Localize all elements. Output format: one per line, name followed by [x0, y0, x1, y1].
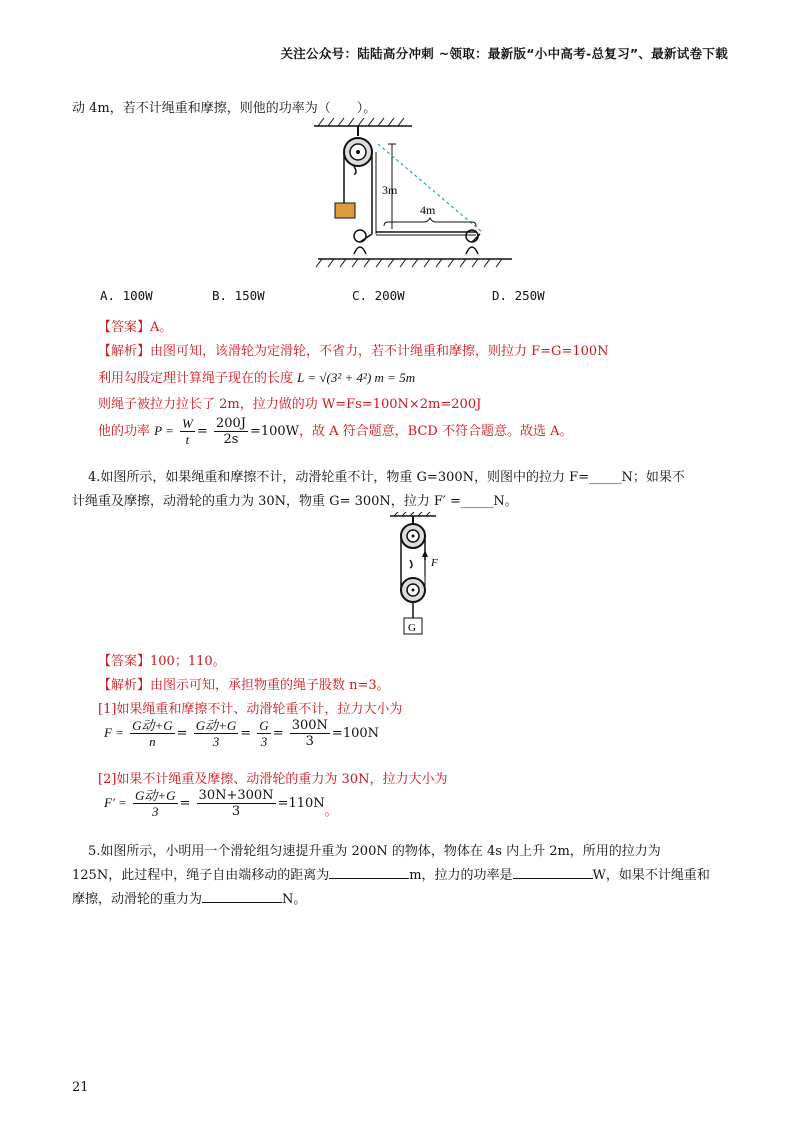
q4-analysis-1: 【解析】由图示可知，承担物重的绳子股数 n=3。	[98, 678, 390, 693]
fraction-w-t: $\frac{W}{t}$	[182, 416, 193, 447]
q4-equation-2: F′ = $\frac{\text{G动+G}}{3}$ = $\frac{30N+300N}{3}$ =110N。	[104, 788, 338, 819]
q3-option-d[interactable]: D. 250W	[492, 288, 545, 303]
q3-options	[100, 288, 545, 303]
q3-option-b[interactable]: B. 150W	[212, 288, 265, 303]
q4-stem-line2: 计绳重及摩擦，动滑轮的重力为 30N，物重 G= 300N，拉力 F′ =_____N。	[72, 494, 518, 509]
answer-tag: 【答案】	[98, 654, 151, 669]
label-4m: 4m	[420, 203, 436, 217]
q3-answer: 【答案】A。	[98, 320, 173, 335]
q4-answer: 【答案】100；110。	[98, 654, 226, 669]
q4-analysis-3: [2]如果不计绳重及摩擦、动滑轮的重力为 30N，拉力大小为	[98, 772, 448, 787]
person-left-icon	[354, 230, 372, 254]
fraction-200j-2s: $\frac{200J}{2s}$	[215, 416, 246, 447]
q5-stem-line3: 摩擦，动滑轮的重力为 N。	[72, 892, 307, 907]
q5-stem-line2: 125N，此过程中，绳子自由端移动的距离为 m，拉力的功率是 W，如果不计绳重和	[72, 868, 710, 883]
label-3m: 3m	[382, 183, 398, 197]
q5-stem-line1: 5.如图所示，小明用一个滑轮组匀速提升重为 200N 的物体，物体在 4s 内上升 2m，所用的拉力为	[88, 844, 661, 859]
q3-analysis-3: 则绳子被拉力拉长了 2m，拉力做的功 W=Fs=100N×2m=200J	[98, 397, 482, 412]
q3-analysis-1: 【解析】由图可知，该滑轮为定滑轮，不省力，若不计绳重和摩擦，则拉力 F=G=100N	[98, 344, 609, 359]
page-header: 关注公众号：陆陆高分冲刺 ~领取：最新版“小中高考-总复习”、最新试卷下载	[280, 46, 728, 61]
pythagoras-formula: L = √(3² + 4²) m = 5m	[297, 370, 416, 385]
analysis-tag: 【解析】	[98, 678, 151, 693]
q4-pulley-figure	[380, 512, 450, 638]
q3-analysis-4: 他的功率 P = $\frac{W}{t}$ = $\frac{200J}{2s}$ =100W，故 A 符合题意，BCD 不符合题意。故选 A。	[98, 416, 573, 447]
answer-tag: 【答案】	[98, 320, 151, 335]
q5-blank-pulley-weight[interactable]	[202, 890, 282, 903]
q5-blank-distance[interactable]	[329, 866, 409, 879]
q4-equation-1: F = $\frac{\text{G动+G}}{n}$ = $\frac{\text{G动+G}}{3}$ = $\frac{G}{3}$ = $\frac{300N}{3}$ =100N	[104, 718, 380, 749]
q3-option-c[interactable]: C. 200W	[352, 288, 405, 303]
q3-analysis-2: 利用勾股定理计算绳子现在的长度 L = √(3² + 4²) m = 5m	[98, 370, 416, 386]
q3-pulley-figure	[314, 114, 514, 274]
analysis-tag: 【解析】	[98, 344, 151, 359]
q3-option-a[interactable]: A. 100W	[100, 288, 153, 303]
page-number: 21	[72, 1080, 89, 1095]
q5-blank-power[interactable]	[513, 866, 593, 879]
q4-analysis-2: [1]如果绳重和摩擦不计、动滑轮重不计，拉力大小为	[98, 702, 403, 717]
person-right-icon	[466, 230, 480, 254]
label-f: F	[431, 557, 438, 569]
label-g: G	[408, 622, 416, 634]
q3-stem-tail: 动 4m，若不计绳重和摩擦，则他的功率为（ ）。	[72, 101, 377, 116]
q4-stem-line1: 4.如图所示，如果绳重和摩擦不计，动滑轮重不计，物重 G=300N，则图中的拉力 F=_____N；如果不	[88, 470, 685, 485]
q3-weight-block	[335, 203, 355, 218]
